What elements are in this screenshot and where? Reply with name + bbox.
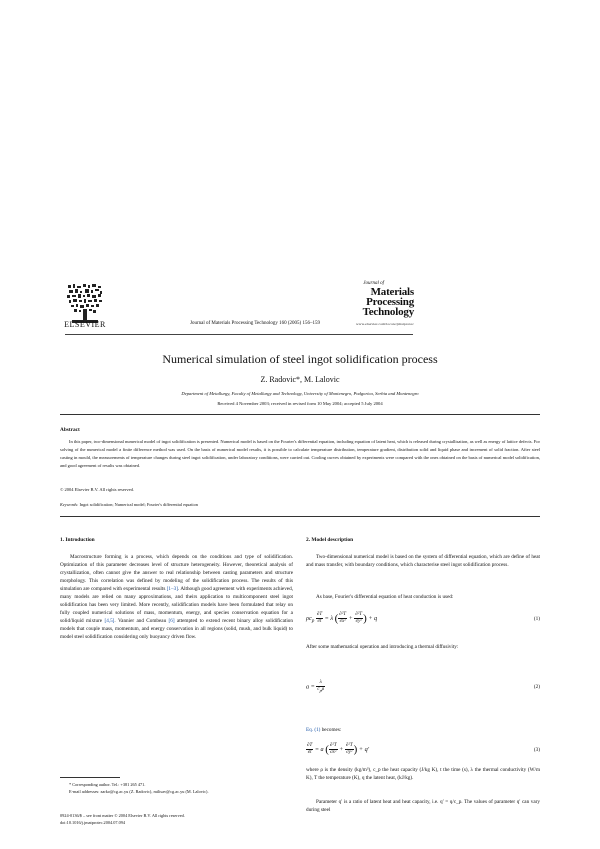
author-affiliation: Department of Metallurgy, Faculty of Metallurgy and Technology, University of Montenegro, Podgorica, Serbia and Montenegro	[181, 391, 419, 396]
intro-text: Macrostructure forming is a process, which depends on the conditions and type of solidification. Optimization of this parameter decreases level of structure heterogeneity. However, theoretical analysis of crystallization, often cannot give the answer to real relationship between casting parameters and structure morphology. This correlation was defined by modeling of the solidification process. The results of this simulation are compared with experimental results	[60, 554, 293, 593]
model-paragraph: where ρ is the density (kg/m³), c_p the heat capacity (J/kg K), t the time (s), λ the thermal conductivity (W/m K), T the temperature (K), q the latent heat, (kJ/kg).	[306, 767, 540, 782]
model-paragraph	[306, 726, 540, 734]
section-heading-model: 2. Model description	[306, 537, 354, 543]
journal-logo-prefix: Journal of	[363, 281, 384, 286]
email-footnote: E-mail addresses: zarko@cg.ac.yu (Z. Radovic), milisav@cg.ac.yu (M. Lalovic).	[69, 789, 209, 794]
author-list: Z. Radovic*, M. Lalovic	[260, 375, 340, 384]
citation-link[interactable]: [1–3]	[166, 586, 178, 593]
equation-1: $\rho c_p$ $\frac{\partial T}{\partial t}$ = λ ( $\frac{\text{∂²T}}{\text{∂x²}}$ + $\frac{\text{∂²T}}{\text{∂y²}}$ ) + q (1)	[306, 612, 540, 625]
article-title: Numerical simulation of steel ingot solidification process	[162, 352, 438, 366]
journal-logo-line: Processing	[366, 296, 414, 308]
doi-line[interactable]: doi:10.1016/j.jmatprotec.2004.07.094	[60, 820, 126, 825]
copyright-notice: © 2004 Elsevier B.V. All rights reserved.	[60, 487, 134, 492]
elsevier-tree-logo	[66, 283, 104, 325]
issn-line: 0924-0136/$ – see front matter © 2004 Elsevier B.V. All rights reserved.	[60, 813, 185, 818]
citation-link[interactable]: [6]	[168, 618, 175, 625]
corresponding-author-footnote: * Corresponding author. Tel.: +381 265 471.	[69, 782, 146, 787]
model-paragraph: As base, Fourier's differential equation of heat conduction is used:	[316, 594, 454, 600]
abstract-bottom-divider	[60, 516, 540, 517]
intro-text: . Although good agreement with experiments achieved, many models are relied on many approximations, and theirs application to multicomponent steel ingot solidification has been very limited. More recently, solidification models have been formulated that relay on fully coupled numerical solutions of mass, momentum, energy, and species conservation equation for a solid/liquid mixture	[60, 586, 294, 625]
journal-url[interactable]: www.elsevier.com/locate/jmatprotec	[356, 322, 414, 326]
intro-text: . Vannier and Combeau	[114, 618, 169, 625]
model-paragraph: Two-dimensional numerical model is based on the system of differential equation, which are define of heat and mass transfer, with boundary conditions, which characterise steel ingot solidification process.	[306, 554, 540, 569]
section-heading-introduction: 1. Introduction	[60, 537, 95, 543]
intro-text: attempted to extend recent binary alloy solidification models that couple mass, momentum, and energy conservation in all regions (solid, mush, and bulk liquid) to model steel solidification considering only buoyancy driven flow.	[60, 618, 293, 641]
abstract-top-divider	[60, 414, 540, 415]
publisher-name: ELSEVIER	[64, 320, 106, 329]
keywords-list: Ingot solidification; Numerical model; Fourier's differential equation	[79, 502, 198, 507]
equation-number: (2)	[533, 684, 540, 690]
equation-3: $\frac{\partial T}{\partial t}$ = a ( $\frac{\text{∂²T}}{\text{∂x²}}$ + $\frac{\text{∂²T}}{\text{∂y²}}$ ) + q′ (3)	[307, 743, 540, 756]
abstract-heading: Abstract	[60, 427, 80, 433]
journal-reference: Journal of Materials Processing Technology 160 (2005) 156–159	[190, 321, 320, 326]
keywords	[60, 502, 198, 507]
journal-logo-line: Materials	[370, 286, 414, 298]
journal-logo-line: Technology	[362, 306, 414, 318]
received-dates: Received 4 November 2003; received in revised form 10 May 2004; accepted 5 July 2004	[217, 401, 383, 406]
model-text: becomes:	[320, 727, 342, 733]
keywords-label: Keywords:	[60, 502, 79, 507]
model-paragraph: Parameter q′ is a ratio of latent heat and heat capacity, i.e. q′ = q/c_p. The values of parameter q′ can vary during steel	[306, 799, 540, 814]
citation-link[interactable]: [4,5]	[104, 618, 115, 625]
journal-logo	[340, 281, 414, 329]
footnote-divider	[60, 777, 120, 778]
header-divider	[65, 334, 413, 335]
abstract-text: In this paper, two-dimensional numerical model of ingot solidification is presented. Numerical model is based on the Fourier's differential equation, including equation of latent heat, which is released during crystallisation, as well as energy of lattice defects. For solving of the numerical model a finite difference method was used. On the basis of numerical model results, it is possible to calculate temperature distribution, temperature gradient, distribution solid and liquid phase and increment of solid fraction. After steel casting in mould, the measurements of temperature changes during steel ingot solidification, under laboratory conditions, were carried out. Cooling curves obtained by experiments were compared with the ones obtained on the basis of numerical model solidification, and good agreement of results was obtained.	[60, 439, 540, 468]
equation-2: a = $\frac{\lambda}{c_p\rho}$ (2)	[306, 680, 540, 693]
model-paragraph: After some mathematical operation and introducing a thermal diffusivity:	[306, 644, 459, 650]
equation-link[interactable]: Eq. (1)	[306, 727, 321, 733]
introduction-paragraph	[60, 553, 293, 641]
equation-number: (1)	[533, 616, 540, 622]
equation-number: (3)	[533, 747, 540, 753]
